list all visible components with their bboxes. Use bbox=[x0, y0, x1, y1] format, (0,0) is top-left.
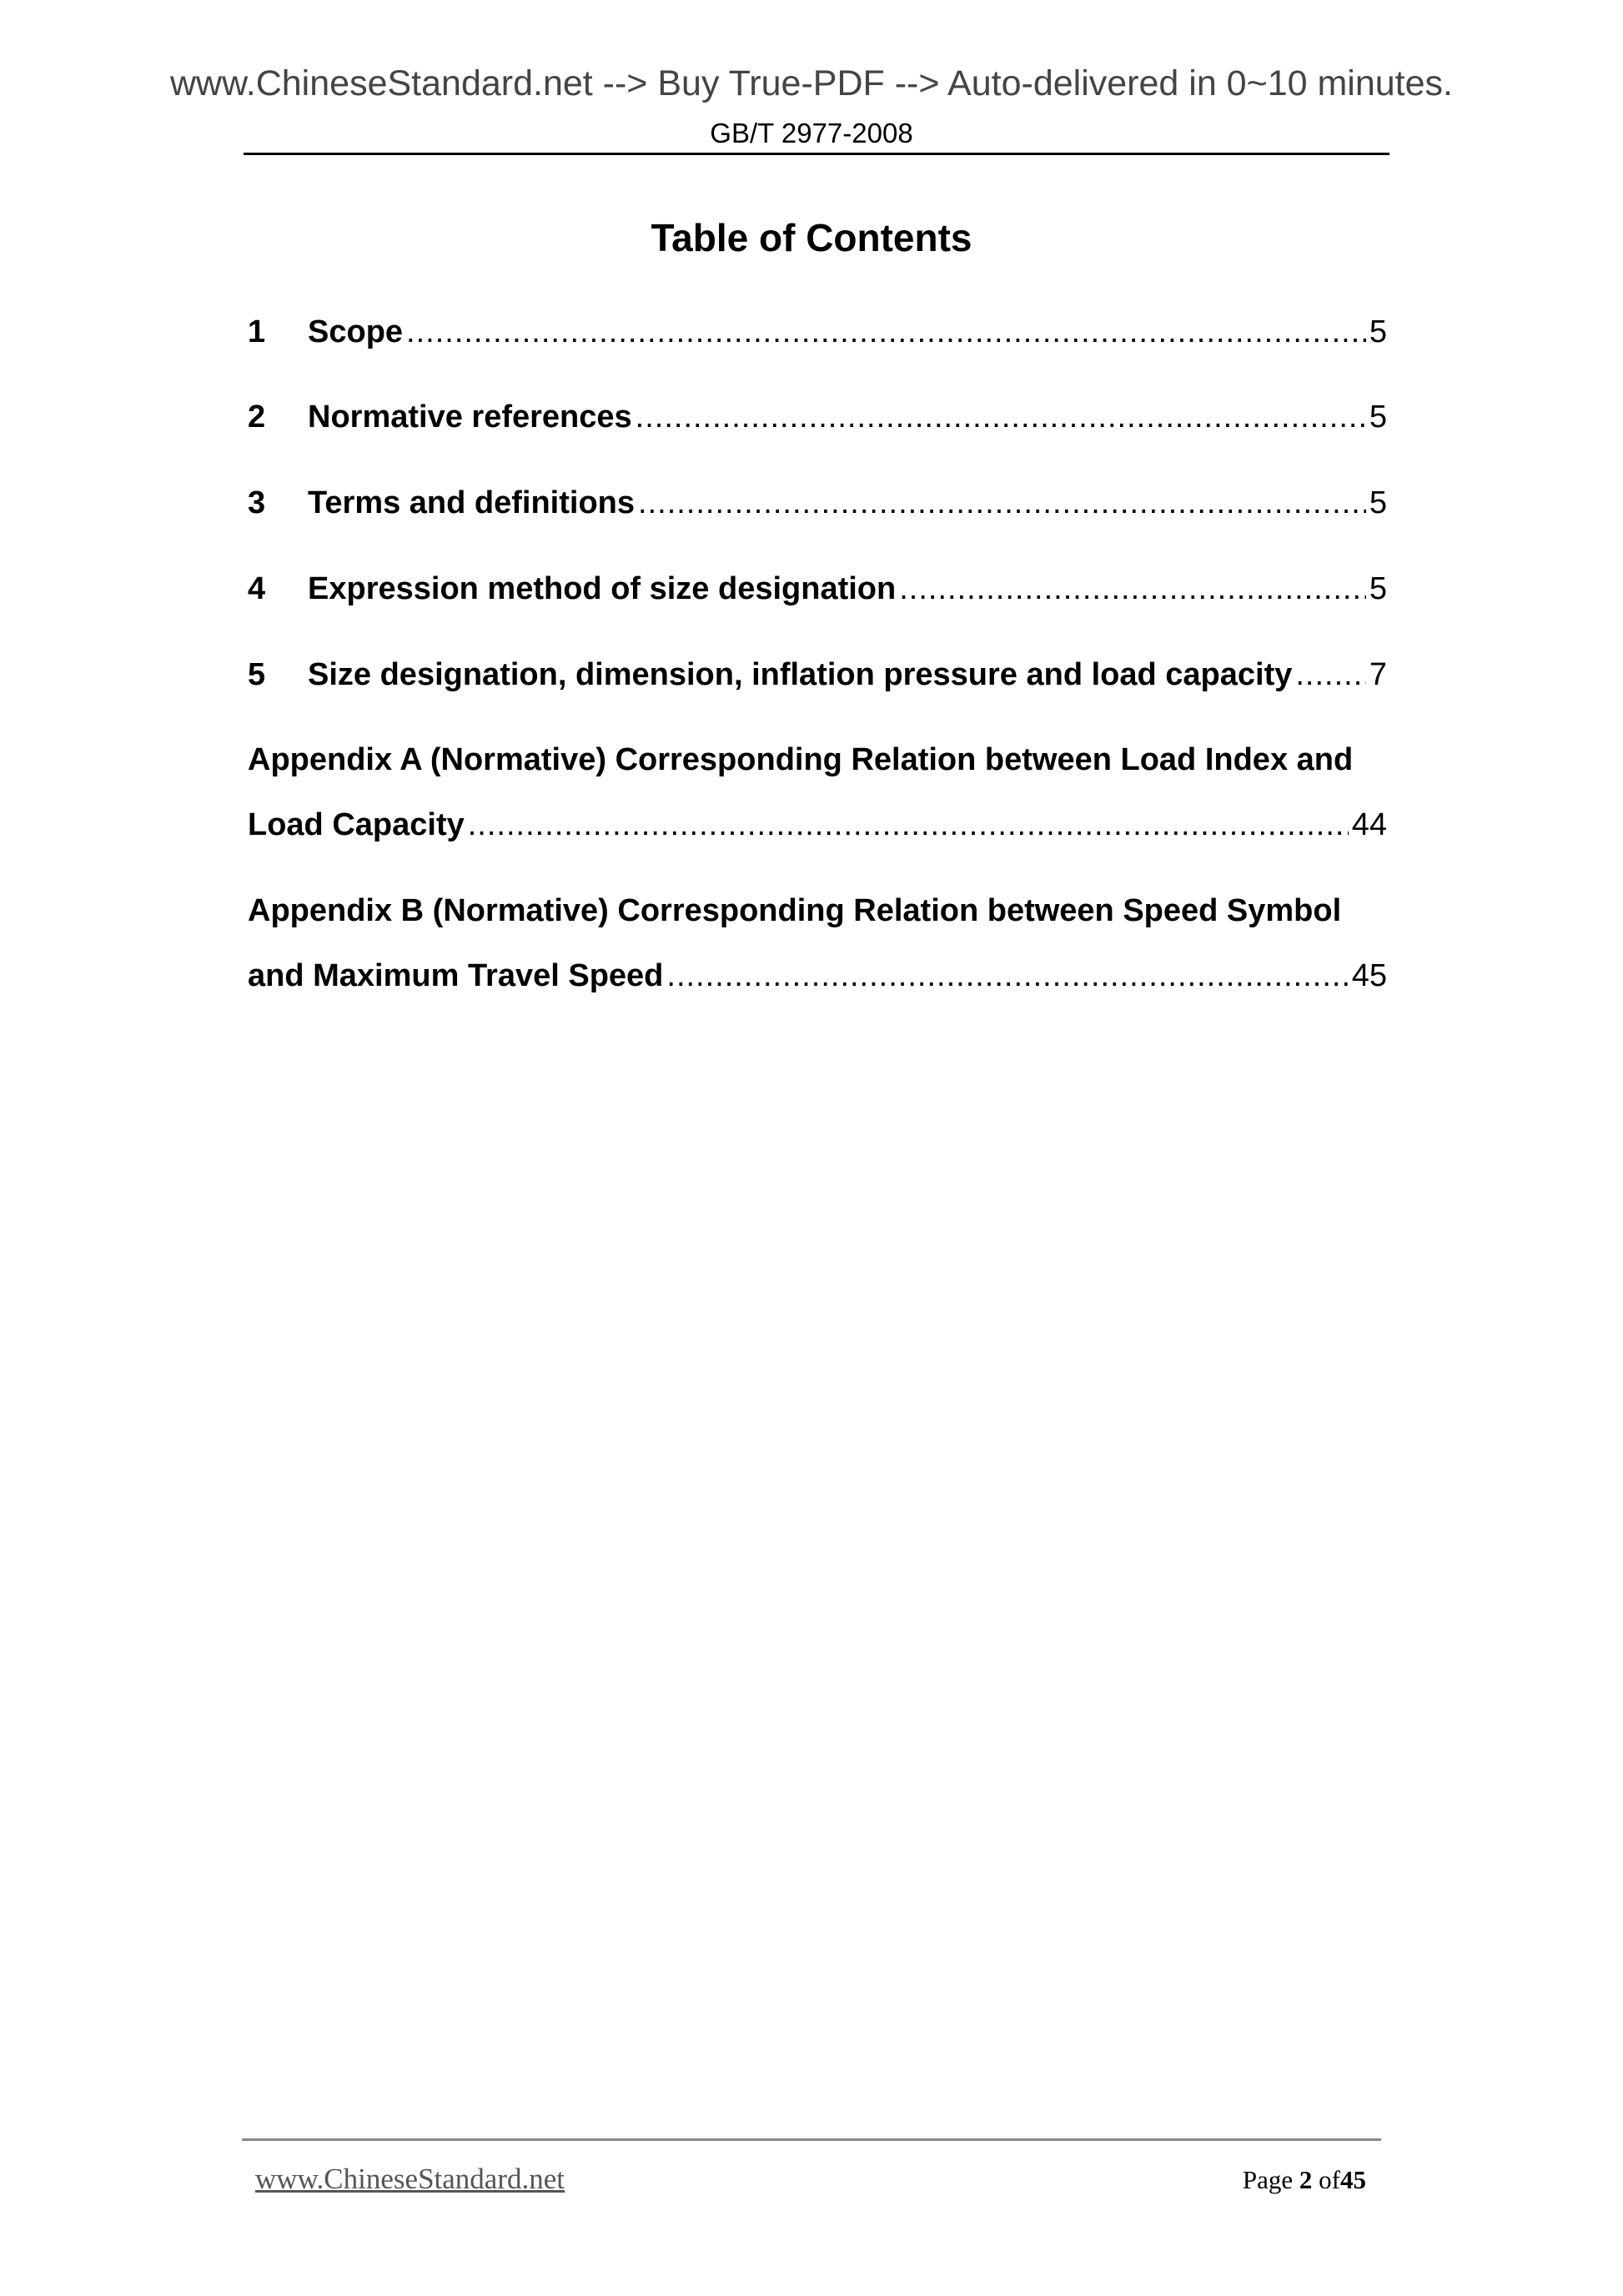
toc-number: 3 bbox=[248, 485, 266, 520]
page-of: of bbox=[1319, 2165, 1340, 2194]
dot-leader bbox=[636, 399, 1366, 435]
toc-label: Terms and definitions bbox=[308, 485, 636, 520]
dot-leader bbox=[406, 314, 1366, 350]
appendix-label: Appendix B (Normative) Corresponding Relation between Speed Symbol bbox=[248, 893, 1342, 928]
toc-page: 5 bbox=[1369, 399, 1387, 435]
dot-leader bbox=[638, 485, 1366, 521]
toc-entry[interactable] bbox=[248, 485, 1387, 521]
dot-leader bbox=[468, 807, 1349, 843]
toc-page: 7 bbox=[1369, 657, 1387, 692]
toc-label: Normative references bbox=[308, 399, 632, 435]
footer-divider bbox=[242, 2138, 1381, 2141]
toc-number: 4 bbox=[248, 571, 266, 606]
toc-entry[interactable] bbox=[248, 314, 1387, 350]
page-indicator bbox=[1243, 2165, 1366, 2195]
toc-number: 2 bbox=[248, 399, 266, 435]
header-divider bbox=[244, 153, 1389, 155]
header-banner: www.ChineseStandard.net --> Buy True-PDF --> Auto-delivered in 0~10 minutes. bbox=[169, 63, 1453, 103]
toc-label: Scope bbox=[308, 314, 404, 349]
appendix-a-line2[interactable] bbox=[248, 807, 1387, 843]
dot-leader bbox=[666, 958, 1348, 994]
toc-label: Expression method of size designation bbox=[308, 571, 897, 606]
toc-page: 5 bbox=[1369, 314, 1387, 349]
appendix-b-line2[interactable] bbox=[248, 958, 1387, 994]
toc-label: Size designation, dimension, inflation pressure and load capacity bbox=[308, 657, 1293, 692]
appendix-a-line1[interactable] bbox=[248, 742, 1387, 778]
appendix-label: and Maximum Travel Speed bbox=[248, 958, 664, 993]
appendix-b-line1[interactable] bbox=[248, 893, 1387, 929]
toc-page: 44 bbox=[1351, 807, 1387, 842]
page-prefix: Page bbox=[1242, 2165, 1294, 2194]
appendix-label: Appendix A (Normative) Corresponding Relation between Load Index and bbox=[248, 742, 1354, 777]
page-total: 45 bbox=[1340, 2165, 1366, 2194]
page-title: Table of Contents bbox=[651, 216, 972, 259]
toc-page: 5 bbox=[1369, 485, 1387, 520]
dot-leader bbox=[1295, 657, 1366, 693]
standard-number: GB/T 2977-2008 bbox=[710, 118, 913, 148]
toc-page: 5 bbox=[1369, 571, 1387, 606]
dot-leader bbox=[899, 571, 1366, 607]
toc-entry[interactable] bbox=[248, 657, 1387, 693]
toc-entry[interactable] bbox=[248, 571, 1387, 607]
toc-number: 1 bbox=[248, 314, 266, 349]
toc-entry[interactable] bbox=[248, 399, 1387, 435]
toc-number: 5 bbox=[248, 657, 266, 692]
page-current: 2 bbox=[1299, 2165, 1313, 2194]
appendix-label: Load Capacity bbox=[248, 807, 465, 842]
toc-page: 45 bbox=[1351, 958, 1387, 993]
footer-website-link[interactable]: www.ChineseStandard.net bbox=[255, 2163, 565, 2195]
